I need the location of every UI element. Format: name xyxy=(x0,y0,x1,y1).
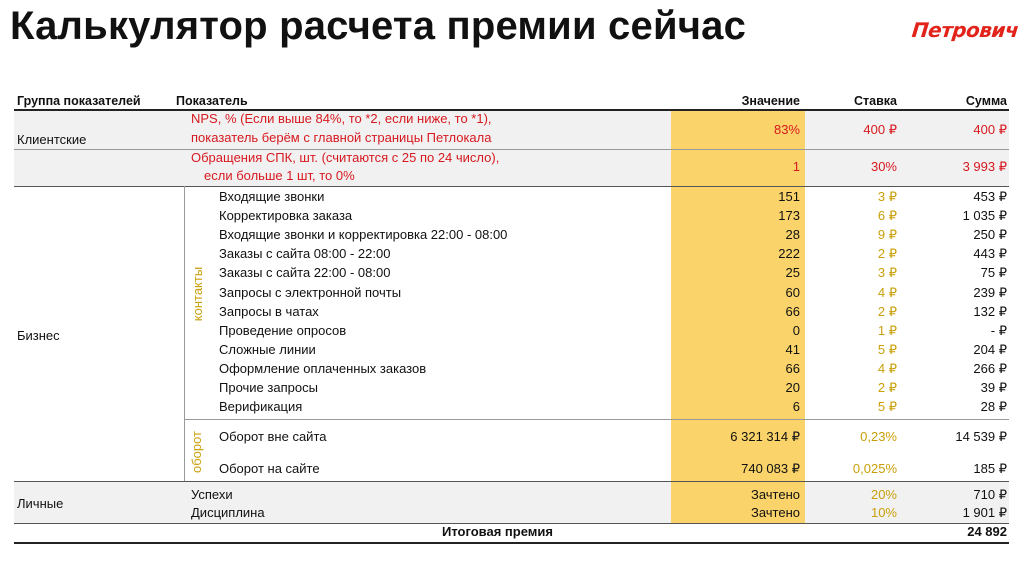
contact-row-sum: 132 ₽ xyxy=(973,303,1007,319)
contact-row-rate: 9 ₽ xyxy=(877,227,897,243)
contact-row-name: Заказы с сайта 22:00 - 08:00 xyxy=(219,265,391,281)
contact-row-sum: 28 ₽ xyxy=(980,399,1007,415)
client-row-1-rate: 400 ₽ xyxy=(863,122,897,137)
personal-row-rate: 20% xyxy=(870,487,897,502)
subgroup-label-contacts: контакты xyxy=(190,266,205,322)
client-row-2-sum: 3 993 ₽ xyxy=(962,159,1007,174)
header-rule xyxy=(14,109,1009,111)
contact-row-name: Оформление оплаченных заказов xyxy=(219,360,427,376)
client-row-1-sum: 400 ₽ xyxy=(973,122,1007,137)
contact-row-rate: 6 ₽ xyxy=(877,208,897,224)
client-row-2-value: 1 xyxy=(792,159,800,174)
contact-row-rate: 5 ₽ xyxy=(877,341,897,357)
total-value: 24 892 xyxy=(967,524,1007,539)
contact-row-name: Прочие запросы xyxy=(219,380,318,395)
contact-row-sum: 204 ₽ xyxy=(973,341,1007,357)
personal-row-name: Успехи xyxy=(191,487,233,502)
turnover-row-value: 740 083 ₽ xyxy=(741,461,800,476)
total-label: Итоговая премия xyxy=(442,524,553,539)
contact-row-value: 151 xyxy=(778,189,800,204)
personal-row-value: Зачтено xyxy=(750,487,800,502)
subgroup-label-turnover: оборот xyxy=(189,430,204,474)
table-bottom-rule xyxy=(14,542,1009,544)
contact-row-name: Входящие звонки и корректировка 22:00 - 08:00 xyxy=(219,227,508,243)
client-row-1-line2: показатель берём с главной страницы Петлокала xyxy=(191,130,492,145)
contact-row-rate: 3 ₽ xyxy=(877,265,897,281)
page-title: Калькулятор расчета премии сейчас xyxy=(10,4,747,48)
client-row-1-value: 83% xyxy=(773,122,800,137)
header-group: Группа показателей xyxy=(17,94,141,108)
client-row-2-line2: если больше 1 шт, то 0% xyxy=(204,168,355,183)
header-rate: Ставка xyxy=(854,94,897,108)
contact-row-rate: 2 ₽ xyxy=(877,380,897,395)
turnover-row-sum: 185 ₽ xyxy=(973,461,1007,476)
client-row-1-line1: NPS, % (Если выше 84%, то *2, если ниже, то *1), xyxy=(191,111,492,126)
personal-row-value: Зачтено xyxy=(750,505,800,520)
contact-row-rate: 3 ₽ xyxy=(877,189,897,204)
header-indicator: Показатель xyxy=(176,94,248,108)
row-divider xyxy=(14,149,1009,150)
contact-row-value: 222 xyxy=(778,246,800,262)
group-label-client: Клиентские xyxy=(17,132,87,147)
contact-row-rate: 1 ₽ xyxy=(877,322,897,338)
contact-row-name: Заказы с сайта 08:00 - 22:00 xyxy=(219,246,391,262)
contact-row-name: Запросы с электронной почты xyxy=(219,284,402,300)
contact-row-value: 60 xyxy=(785,284,800,300)
header-value: Значение xyxy=(741,94,800,108)
subgroup-divider xyxy=(184,419,1009,420)
contact-row-name: Входящие звонки xyxy=(219,189,325,204)
contact-row-value: 28 xyxy=(785,227,800,243)
header-sum: Сумма xyxy=(965,94,1007,108)
contact-row-name: Верификация xyxy=(219,399,303,415)
contact-row-value: 41 xyxy=(785,341,800,357)
contact-row-sum: - ₽ xyxy=(990,322,1007,338)
section-divider xyxy=(14,186,1009,187)
contact-row-sum: 1 035 ₽ xyxy=(962,208,1007,224)
turnover-row-rate: 0,025% xyxy=(852,461,897,476)
contact-row-sum: 250 ₽ xyxy=(973,227,1007,243)
contact-row-name: Запросы в чатах xyxy=(219,303,319,319)
group-label-business: Бизнес xyxy=(17,328,60,343)
personal-row-sum: 710 ₽ xyxy=(973,487,1007,502)
turnover-row-name: Оборот на сайте xyxy=(219,461,320,476)
contact-row-value: 66 xyxy=(785,360,800,376)
contact-row-sum: 239 ₽ xyxy=(973,284,1007,300)
personal-row-sum: 1 901 ₽ xyxy=(962,505,1007,520)
contact-row-name: Проведение опросов xyxy=(219,322,347,338)
contact-row-rate: 4 ₽ xyxy=(877,360,897,376)
group-label-personal: Личные xyxy=(17,496,64,511)
turnover-row-name: Оборот вне сайта xyxy=(219,429,327,444)
contact-row-rate: 2 ₽ xyxy=(877,246,897,262)
client-row-2-line1: Обращения СПК, шт. (считаются с 25 по 24 число), xyxy=(191,150,500,165)
turnover-row-rate: 0,23% xyxy=(860,429,897,444)
contact-row-rate: 4 ₽ xyxy=(877,284,897,300)
subgroup-separator xyxy=(184,186,185,481)
section-divider xyxy=(14,481,1009,482)
contact-row-sum: 453 ₽ xyxy=(973,189,1007,204)
contact-row-value: 0 xyxy=(792,322,800,338)
contact-row-name: Корректировка заказа xyxy=(219,208,353,224)
brand-logo: Петрович xyxy=(910,18,1020,42)
contact-row-sum: 266 ₽ xyxy=(973,360,1007,376)
contact-row-sum: 75 ₽ xyxy=(980,265,1007,281)
turnover-row-sum: 14 539 ₽ xyxy=(955,429,1007,444)
contact-row-value: 173 xyxy=(778,208,800,224)
contact-row-rate: 2 ₽ xyxy=(877,303,897,319)
turnover-row-value: 6 321 314 ₽ xyxy=(730,429,800,444)
personal-row-name: Дисциплина xyxy=(191,505,265,520)
contact-row-value: 6 xyxy=(792,399,800,415)
contact-row-value: 20 xyxy=(785,380,800,395)
client-row-2-rate: 30% xyxy=(870,159,897,174)
bonus-calculator-table xyxy=(14,92,1009,544)
contact-row-sum: 443 ₽ xyxy=(973,246,1007,262)
contact-row-sum: 39 ₽ xyxy=(980,380,1007,395)
contact-row-value: 25 xyxy=(785,265,800,281)
personal-row-rate: 10% xyxy=(870,505,897,520)
contact-row-value: 66 xyxy=(785,303,800,319)
contact-row-rate: 5 ₽ xyxy=(877,399,897,415)
contact-row-name: Сложные линии xyxy=(219,341,316,357)
